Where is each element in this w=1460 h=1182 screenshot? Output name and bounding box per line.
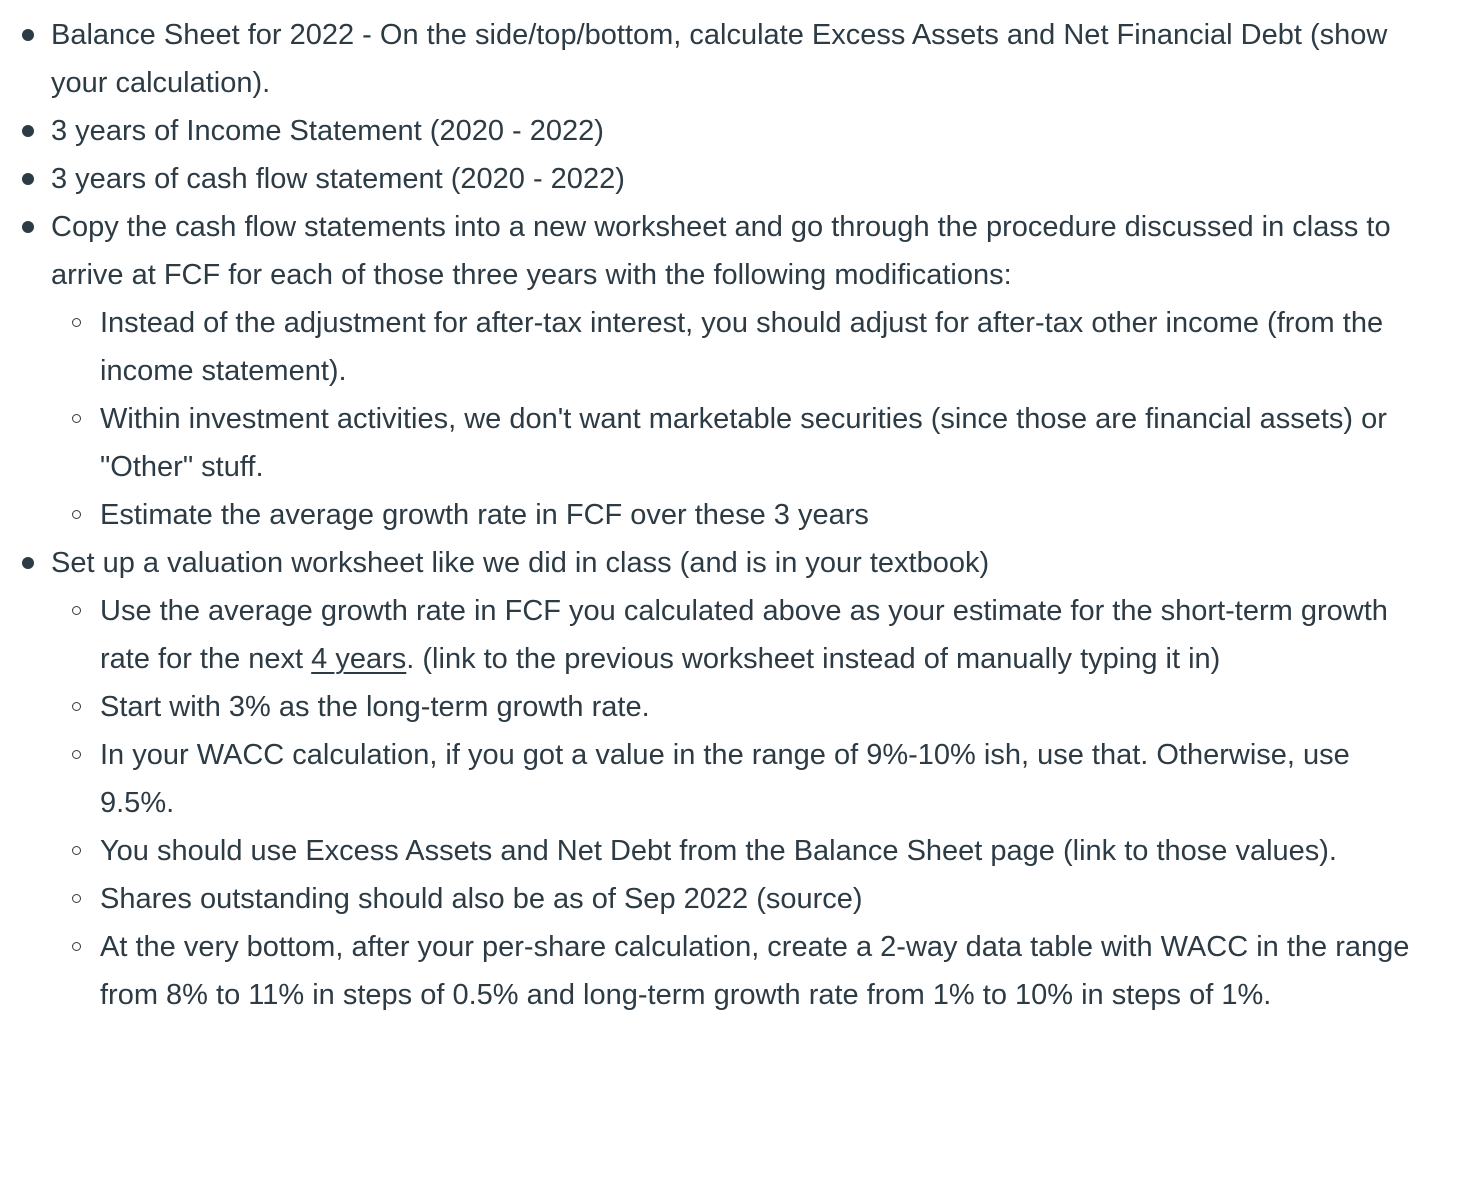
- list-item-valuation: [51, 539, 1431, 1019]
- sublist-item-shares: [100, 875, 1431, 923]
- subitem-text-before: Use the average growth rate in FCF you calculated above as your estimate for the short-term growth rate for the next: [100, 595, 1388, 675]
- subitem-text: Within investment activities, we don't want marketable securities (since those are financial assets) or "Other" stuff.: [100, 403, 1387, 483]
- bullet-circle-icon: [72, 750, 81, 759]
- sublist-item-wacc: [100, 731, 1431, 827]
- sublist-item-excess-assets: [100, 827, 1431, 875]
- item-text: Set up a valuation worksheet like we did in class (and is in your textbook): [51, 547, 990, 579]
- bullet-circle-icon: [72, 318, 81, 327]
- bullet-circle-icon: [72, 894, 81, 903]
- subitem-text: At the very bottom, after your per-share calculation, create a 2-way data table with WACC in the range from 8% to 11% in steps of 0.5% and long-term growth rate from 1% to 10% in steps of 1%.: [100, 931, 1410, 1011]
- subitem-text: Instead of the adjustment for after-tax interest, you should adjust for after-tax other income (from the income statement).: [100, 307, 1384, 387]
- bullet-circle-icon: [72, 942, 81, 951]
- item-text: Balance Sheet for 2022 - On the side/top/bottom, calculate Excess Assets and Net Financial Debt (show your calculation).: [51, 19, 1388, 99]
- subitem-text: Estimate the average growth rate in FCF over these 3 years: [100, 499, 869, 531]
- item-text: Copy the cash flow statements into a new worksheet and go through the procedure discussed in class to arrive at FCF for each of those three years with the following modifications:: [51, 211, 1391, 291]
- subitem-text: You should use Excess Assets and Net Debt from the Balance Sheet page (link to those values).: [100, 835, 1337, 867]
- subitem-text: Start with 3% as the long-term growth rate.: [100, 691, 650, 723]
- instruction-list: [51, 11, 1431, 1019]
- subitem-text: Shares outstanding should also be as of Sep 2022 (source): [100, 883, 863, 915]
- subitem-text-after: . (link to the previous worksheet instead of manually typing it in): [406, 643, 1221, 675]
- bullet-circle-icon: [72, 510, 81, 519]
- bullet-disc-icon: [22, 557, 34, 569]
- list-item-income-statement: [51, 107, 1431, 155]
- bullet-circle-icon: [72, 702, 81, 711]
- sublist-item-investment: [100, 395, 1431, 491]
- bullet-circle-icon: [72, 414, 81, 423]
- bullet-disc-icon: [22, 173, 34, 185]
- sublist-item-data-table: [100, 923, 1431, 1019]
- fcf-sublist: [100, 299, 1431, 539]
- sublist-item-after-tax: [100, 299, 1431, 395]
- list-item-fcf-procedure: [51, 203, 1431, 539]
- bullet-circle-icon: [72, 606, 81, 615]
- sublist-item-long-term-growth: [100, 683, 1431, 731]
- item-text: 3 years of Income Statement (2020 - 2022): [51, 115, 604, 147]
- bullet-disc-icon: [22, 125, 34, 137]
- item-text: 3 years of cash flow statement (2020 - 2022): [51, 163, 625, 195]
- list-item-cash-flow: [51, 155, 1431, 203]
- valuation-sublist: [100, 587, 1431, 1019]
- bullet-disc-icon: [22, 29, 34, 41]
- list-item-balance-sheet: [51, 11, 1431, 107]
- underlined-text: 4 years: [311, 643, 407, 675]
- sublist-item-short-term-growth: [100, 587, 1431, 683]
- subitem-text: In your WACC calculation, if you got a value in the range of 9%-10% ish, use that. Otherwise, use 9.5%.: [100, 739, 1350, 819]
- bullet-disc-icon: [22, 221, 34, 233]
- sublist-item-growth: [100, 491, 1431, 539]
- bullet-circle-icon: [72, 846, 81, 855]
